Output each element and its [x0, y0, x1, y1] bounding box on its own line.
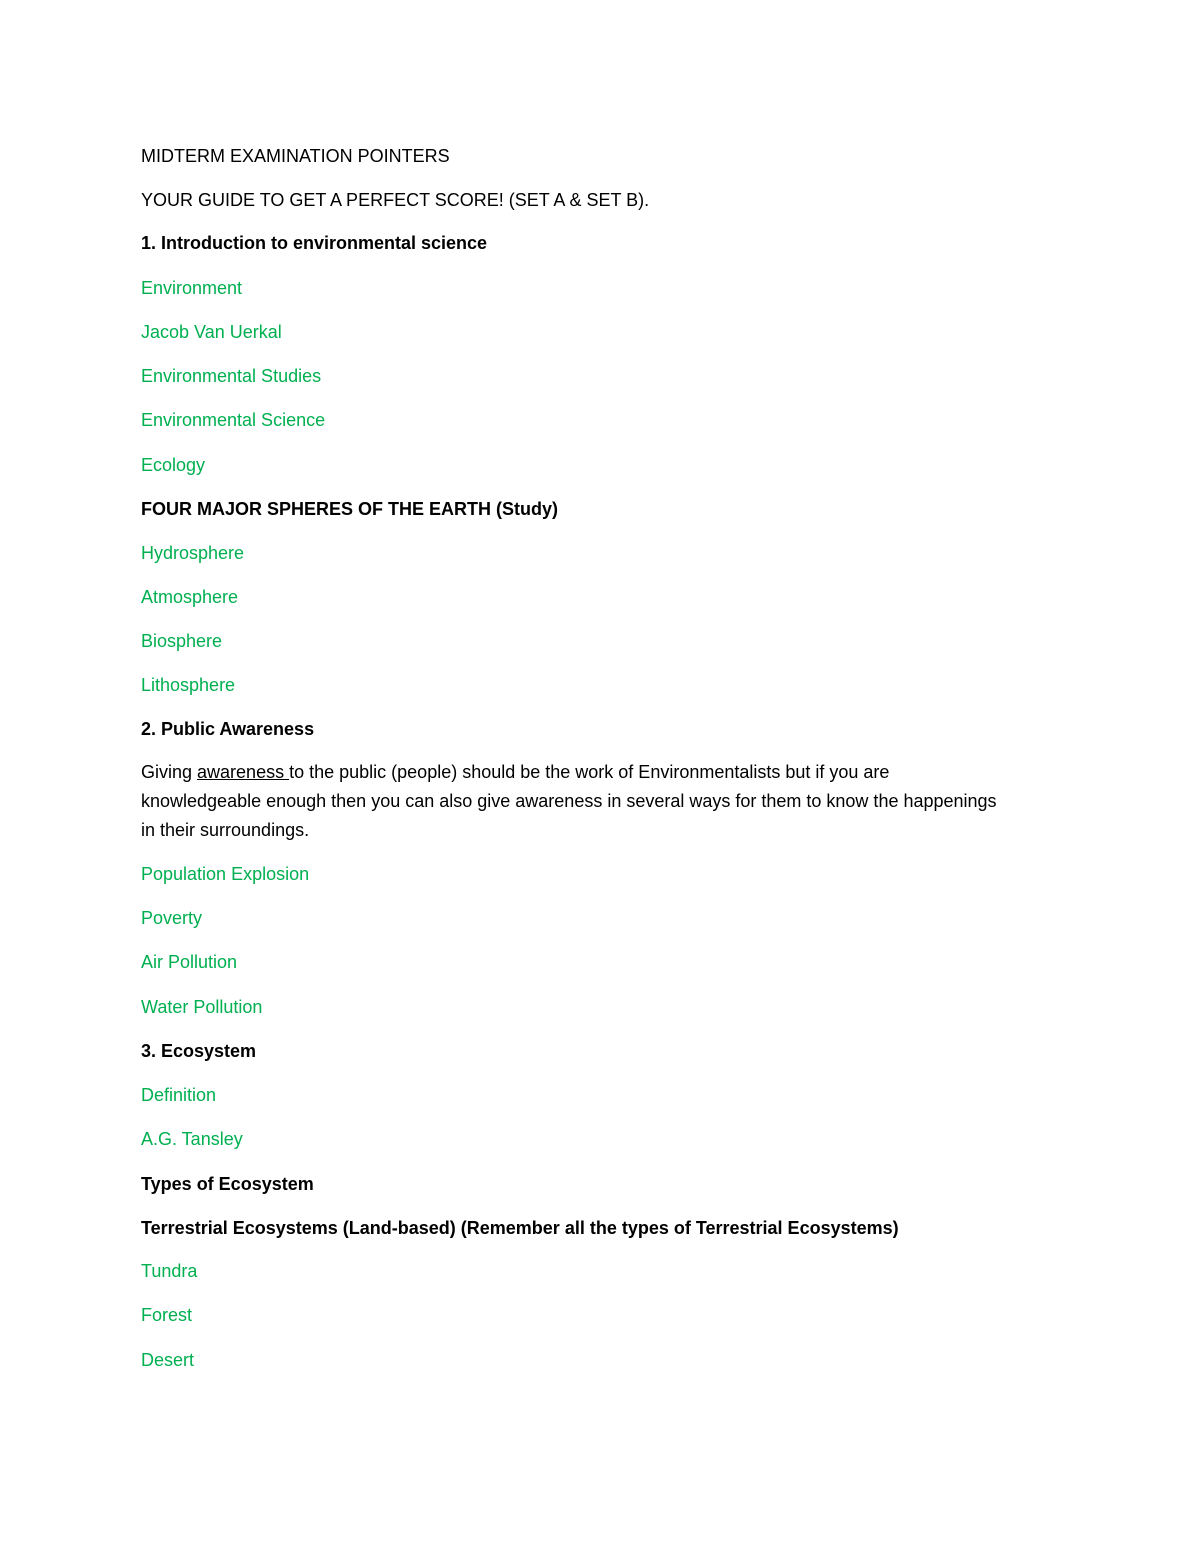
- list-item: Lithosphere: [141, 675, 236, 695]
- types-heading: Types of Ecosystem: [141, 1174, 314, 1194]
- doc-title: MIDTERM EXAMINATION POINTERS: [141, 146, 450, 166]
- list-item: Ecology: [141, 455, 206, 475]
- section-1-heading: 1. Introduction to environmental science: [141, 233, 488, 253]
- list-item: Forest: [141, 1305, 193, 1325]
- terrestrial-heading: Terrestrial Ecosystems (Land-based) (Remember all the types of Terrestrial Ecosystems): [141, 1218, 899, 1238]
- list-item: Definition: [141, 1085, 217, 1105]
- list-item: Air Pollution: [141, 952, 238, 972]
- list-item: Hydrosphere: [141, 543, 245, 563]
- section-2-heading: 2. Public Awareness: [141, 719, 315, 739]
- spheres-heading: FOUR MAJOR SPHERES OF THE EARTH (Study): [141, 499, 559, 519]
- para-underlined-text: awareness: [197, 762, 290, 782]
- list-item: Poverty: [141, 908, 203, 928]
- list-item: Population Explosion: [141, 864, 310, 884]
- list-item: Biosphere: [141, 631, 223, 651]
- list-item: Desert: [141, 1350, 195, 1370]
- list-item: Water Pollution: [141, 997, 263, 1017]
- awareness-paragraph: [141, 758, 1001, 845]
- list-item: Jacob Van Uerkal: [141, 322, 282, 342]
- doc-subtitle: YOUR GUIDE TO GET A PERFECT SCORE! (SET A & SET B).: [141, 190, 650, 210]
- section-3-heading: 3. Ecosystem: [141, 1041, 257, 1061]
- list-item: A.G. Tansley: [141, 1129, 243, 1149]
- list-item: Atmosphere: [141, 587, 239, 607]
- para-text-start: Giving: [141, 762, 198, 782]
- para-text-rest: to the public (people) should be the work of Environmentalists but if you are knowledgeable enough then you can also give awareness in several ways for them to know the happenings in their surroundings.: [141, 762, 997, 840]
- list-item: Environment: [141, 278, 243, 298]
- list-item: Environmental Science: [141, 410, 326, 430]
- list-item: Environmental Studies: [141, 366, 322, 386]
- list-item: Tundra: [141, 1261, 198, 1281]
